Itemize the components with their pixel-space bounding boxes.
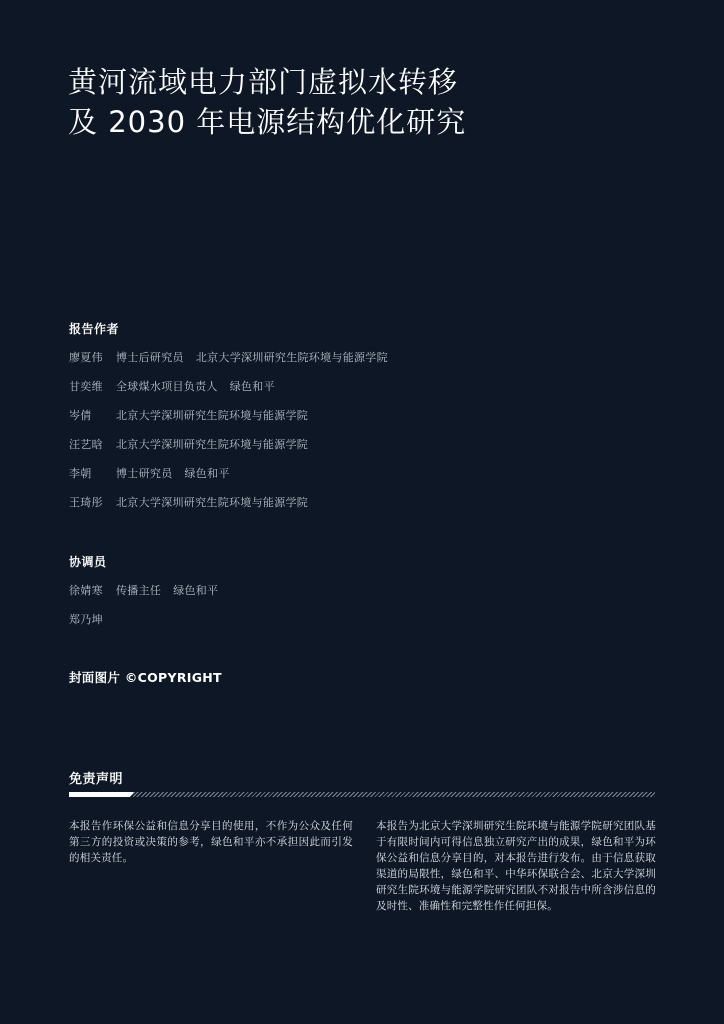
author-name: 李朝 xyxy=(69,467,92,480)
author-org: 北京大学深圳研究生院环境与能源学院 xyxy=(116,438,309,451)
disclaimer-heading: 免责声明 xyxy=(69,772,124,787)
coordinators-heading: 协调员 xyxy=(69,555,107,569)
divider-solid-segment xyxy=(69,792,135,797)
author-name: 汪艺晗 xyxy=(69,438,103,451)
author-org: 北京大学深圳研究生院环境与能源学院 xyxy=(116,496,309,509)
cover-photo-credit: 封面图片 ©COPYRIGHT xyxy=(69,670,222,685)
coordinator-row xyxy=(69,611,116,627)
author-name: 甘奕维 xyxy=(69,380,103,393)
author-org: 绿色和平 xyxy=(229,380,275,393)
coordinator-row xyxy=(69,582,218,598)
disclaimer-text-left: 本报告作环保公益和信息分享目的使用，不作为公众及任何第三方的投资或决策的参考，绿色和平亦不承担因此而引发的相关责任。 xyxy=(69,820,353,864)
author-name: 岑倩 xyxy=(69,409,92,422)
coordinator-name: 郑乃坤 xyxy=(69,613,103,626)
disclaimer-divider xyxy=(69,791,655,797)
report-title-line-1: 黄河流域电力部门虚拟水转移 xyxy=(68,65,459,99)
coordinator-role: 传播主任 xyxy=(116,584,162,597)
author-org: 北京大学深圳研究生院环境与能源学院 xyxy=(116,409,309,422)
author-row xyxy=(69,407,308,423)
authors-heading: 报告作者 xyxy=(69,322,120,336)
author-role: 博士研究员 xyxy=(116,467,173,480)
author-org: 绿色和平 xyxy=(184,467,230,480)
author-row xyxy=(69,465,230,481)
author-row xyxy=(69,349,388,365)
author-row xyxy=(69,494,308,510)
report-title xyxy=(68,62,668,142)
author-row xyxy=(69,378,275,394)
coordinator-name: 徐婧寒 xyxy=(69,584,103,597)
author-role: 博士后研究员 xyxy=(116,351,184,364)
author-role: 全球煤水项目负责人 xyxy=(116,380,218,393)
author-row xyxy=(69,436,308,452)
author-org: 北京大学深圳研究生院环境与能源学院 xyxy=(195,351,388,364)
divider-hatched-segment xyxy=(133,792,655,797)
author-name: 廖夏伟 xyxy=(69,351,103,364)
report-title-line-2: 及 2030 年电源结构优化研究 xyxy=(68,105,467,139)
coordinator-org: 绿色和平 xyxy=(173,584,219,597)
author-name: 王琦彤 xyxy=(69,496,103,509)
disclaimer-text-right: 本报告为北京大学深圳研究生院环境与能源学院研究团队基于有限时间内可得信息独立研究产出的成果，绿色和平为环保公益和信息分享目的，对本报告进行发布。由于信息获取渠道的局限性，绿色和平、中华环保联合会、北京大学深圳研究生院环境与能源学院研究团队不对报告中所含涉信息的及时性、准确性和完整性作任何担保。 xyxy=(376,820,656,912)
